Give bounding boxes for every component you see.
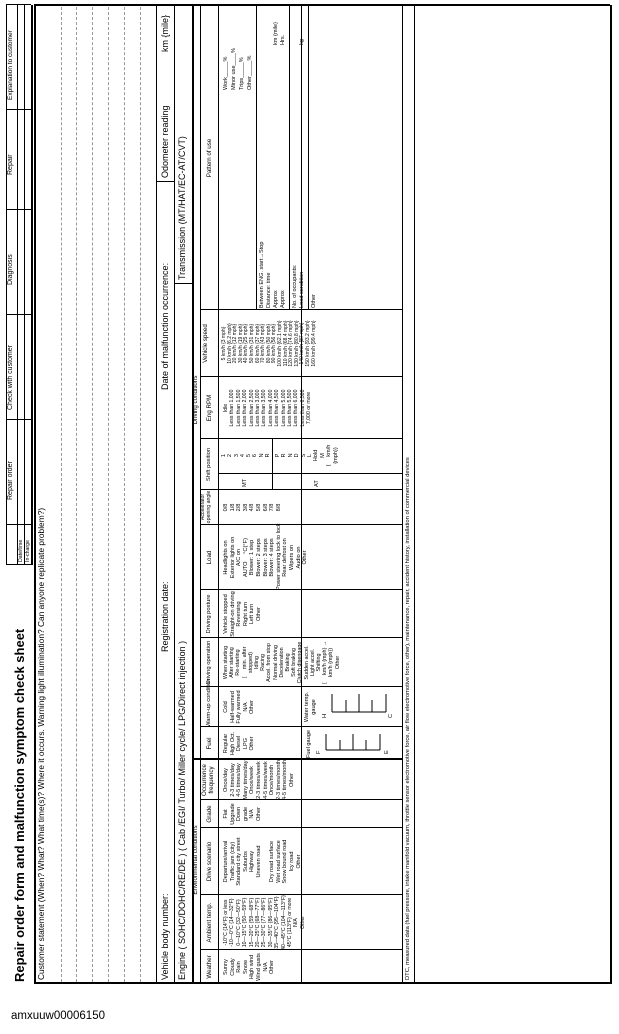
grade-option: Down	[236, 806, 243, 822]
shift-at-option: Hold	[313, 449, 320, 462]
rpm-option: Less than 6,000	[293, 389, 300, 427]
col-speed: Vehicle speed	[202, 324, 209, 363]
frequency-option: 4-5 times/week	[262, 761, 269, 799]
operation-option: Racing	[260, 654, 267, 671]
engine-type: Engine ( SOHC/DOHC/RE/DE ) ( Cab /EGI/ Turbo/ Miller cycle/ LPG/Direct injection )	[177, 640, 187, 980]
frequency-option: Once/month	[269, 764, 276, 796]
figure-id-caption: amxuuw00006150	[11, 1010, 105, 1022]
warmup-option: Fully warmed	[236, 690, 243, 724]
grade-option: Upgrade	[229, 803, 236, 825]
rpm-option: Less than 1,000	[229, 389, 236, 427]
load-option: AUTO °C(°F)	[242, 538, 249, 577]
rpm-option: Less than 3,500	[261, 389, 268, 427]
weather-option: Snow	[242, 960, 249, 974]
pattern-kg: kg	[299, 39, 305, 45]
col-ambient: Ambient temp.	[206, 902, 213, 943]
col-frequency: Occurrence frequency	[201, 764, 215, 796]
odometer-unit: km {mile}	[160, 14, 170, 52]
scenario-options	[223, 828, 302, 895]
frequency-option: 2-3 times/day	[229, 763, 236, 797]
accel-options	[223, 490, 282, 525]
rpm-option: Less than 4,000	[267, 389, 274, 427]
operation-option: Idling	[254, 656, 261, 669]
weather-options	[223, 950, 276, 984]
registration-date: Registration date:	[160, 581, 170, 652]
fuel-gauge-empty: E	[384, 750, 390, 754]
fuel-option: Diesel	[236, 735, 243, 752]
operation-option: ( km/h {mph} →	[322, 640, 329, 685]
drive-scenario-option: Uneven road	[255, 845, 262, 878]
accel-option: 7/8	[269, 503, 276, 512]
fuel-option: LPG	[242, 737, 249, 750]
accel-option: 2/8	[236, 503, 243, 512]
weather-option: Sunny	[223, 959, 229, 975]
posture-option: Reversing	[236, 601, 243, 627]
load-option: Exterior lights on	[229, 536, 236, 579]
weather-option: Cloudy	[229, 958, 236, 976]
weather-option: Wind gusts	[255, 953, 262, 981]
fuel-gauge-label: Fuel gauge	[306, 730, 312, 758]
speed-option: 150 km/h {93.2 mph}	[304, 320, 311, 367]
ambient-option: 25—30°C {77—86°F}	[261, 897, 268, 948]
grade-option: grade	[242, 806, 249, 822]
operation-option: stopped)	[247, 652, 254, 673]
pattern-km: km {mile}	[273, 21, 279, 45]
ambient-option: 35—40°C {95—104°F}	[274, 896, 281, 949]
fuel-options	[223, 727, 256, 760]
col-grade: Grade	[206, 805, 213, 823]
grade-option: Other	[255, 807, 262, 821]
col-accel: Accelerator opening angle	[200, 490, 212, 524]
speed-option: 60 km/h {37 mph}	[254, 323, 261, 364]
group-driving: Driving conditions	[192, 375, 199, 425]
warmup-options	[223, 687, 256, 727]
shift-at-option: ( km/h	[326, 444, 333, 467]
accel-option: 8/8	[275, 503, 282, 512]
ambient-option: 0—10°C {32—50°F}	[235, 899, 242, 946]
shift-mt-option: 1	[221, 453, 227, 458]
drive-scenario-option: Snow bound road	[282, 839, 289, 884]
weather-option: N/A	[262, 962, 269, 972]
col-rpm: Eng RPM	[206, 394, 213, 422]
operation-option: Light accel.	[309, 648, 316, 677]
ambient-option: 40—45°C {104—113°F}	[280, 895, 287, 950]
operation-option: Deceleration	[278, 647, 285, 678]
col-shift: Shift position	[206, 447, 212, 482]
operation-option: Soft braking	[291, 648, 298, 677]
posture-option: Right turn	[242, 601, 249, 627]
frequency-option: Once/day	[223, 768, 229, 792]
shift-at-option: D	[294, 453, 301, 458]
frequency-option: 2-3 times/month	[275, 759, 282, 800]
shift-mt-options	[221, 439, 271, 472]
pattern-hrs: Hrs.	[280, 34, 286, 45]
fuel-option: High Oct.	[229, 731, 236, 756]
drive-scenario-option: Dry road surface	[269, 840, 276, 883]
water-temp-gauge-icon	[330, 692, 390, 720]
operation-options	[223, 638, 341, 687]
vehicle-body-number: Vehicle body number:	[160, 893, 170, 980]
shift-at-label: AT	[314, 480, 320, 487]
fuel-option: Regular	[223, 733, 229, 754]
speed-option: 10 km/h {6.2 mph}	[226, 323, 233, 364]
speed-option: 40 km/h {25 mph}	[243, 323, 250, 364]
frequency-option: 2-3 times/week	[255, 761, 262, 799]
speed-option: 160 km/h {99.4 mph}	[310, 320, 317, 367]
drive-scenario-option	[263, 828, 270, 895]
speed-options	[222, 310, 317, 377]
frequency-option: Other	[288, 773, 295, 787]
speed-option: 110 km/h {68.4 mph}	[282, 320, 289, 367]
ambient-option: -10—0°C {14—32°F}	[229, 898, 236, 947]
pattern-distance: Distance: time	[266, 272, 272, 308]
malfunction-date: Date of malfunction occurrence:	[160, 262, 170, 390]
dtc-text: DTC, measured data (fuel pressure, intake manifold vacuum, throttle sensor electromotive force, air flow electromotive force, other), maintenance, repair, accident history, installation of commercial devices	[405, 457, 411, 980]
drive-scenario-option: Icy road	[288, 851, 295, 872]
rpm-option: Less than 5,500	[287, 389, 294, 427]
shift-mt-option: 2	[227, 453, 234, 458]
pattern-load-condition: Load condition	[299, 271, 305, 308]
page-title: Repair order form and malfunction symptom check sheet	[12, 628, 27, 982]
speed-option: 90 km/h {56 mph}	[271, 323, 278, 364]
header-col-check: Check with customer	[7, 345, 14, 410]
water-temp-hot: H	[322, 713, 328, 718]
col-pattern: Pattern of use	[206, 138, 213, 178]
load-option: A/C on	[236, 548, 243, 567]
drive-scenario-option: Departure/arrival	[223, 840, 229, 883]
transmission-type: Transmission (MT/HAT/EC-AT/CVT)	[177, 136, 187, 280]
load-option: Blower: 1 step	[249, 539, 256, 576]
shift-at-option: M	[319, 453, 326, 458]
ambient-options	[223, 895, 306, 950]
operation-option: When starting	[223, 645, 229, 680]
col-weather: Weather	[206, 955, 213, 979]
shift-mt-option: 5	[246, 453, 253, 458]
ambient-option: 10—15°C {50—59°F}	[242, 897, 249, 948]
col-load: Load	[206, 550, 213, 565]
header-row-date: Date/time	[18, 539, 24, 562]
shift-mt-option: R	[265, 453, 272, 458]
shift-at-option: S	[300, 453, 307, 458]
fuel-gauge-icon	[324, 730, 384, 754]
ambient-option: 20—25°C {68—77°F}	[255, 897, 262, 948]
group-environmental: Environmental conditions	[192, 825, 199, 895]
speed-option: 50 km/h {31 mph}	[248, 323, 255, 364]
frequency-option: Many times/day	[242, 760, 249, 800]
header-row-incharge: In-charge	[25, 540, 31, 562]
pattern-approx-2: Approx	[280, 290, 286, 308]
header-col-repair: Repair	[7, 154, 14, 175]
operation-option: Clutch disengage	[297, 641, 304, 684]
drive-scenario-option: Traffic jam (city)	[229, 841, 236, 882]
accel-option: 0/8	[223, 503, 229, 512]
accel-option: 1/8	[229, 503, 236, 512]
weather-option: High wind	[249, 954, 256, 980]
grade-option: Flat	[223, 809, 229, 819]
fuel-gauge-full: F	[316, 750, 322, 754]
rpm-options	[223, 377, 313, 439]
rpm-option: 7,000 or more	[306, 391, 313, 425]
ambient-option: 15—20°C {59—68°F}	[248, 897, 255, 948]
shift-at-option: P	[275, 453, 281, 458]
ambient-option: 30—35°C {86—95°F}	[267, 897, 274, 948]
pattern-minor: Minor use____%	[231, 48, 237, 90]
shift-at-options	[275, 439, 339, 472]
rpm-option: Less than 2,000	[242, 389, 249, 427]
speed-option: 80 km/h {50 mph}	[265, 323, 272, 364]
weather-option: Rain	[236, 961, 243, 973]
pattern-work: Work_____%	[223, 56, 229, 90]
accel-option: 3/8	[242, 503, 249, 512]
load-option: Audio on	[295, 546, 302, 569]
col-posture: Driving posture	[206, 594, 212, 634]
load-options	[223, 525, 309, 590]
posture-option: Left turn	[249, 603, 256, 625]
operation-option: Accel. from stop	[266, 643, 273, 682]
warmup-option: Other	[249, 700, 256, 714]
operation-option: Normal driving	[272, 645, 279, 680]
load-option: Rear defrost on	[282, 538, 289, 577]
drive-scenario-option: Standard city street	[236, 837, 243, 886]
frequency-option: 4-5 times/month	[282, 759, 289, 800]
header-col-explanation: Explanation to customer	[7, 30, 14, 100]
pattern-trips: Trips_____%	[239, 57, 245, 90]
posture-options	[223, 590, 263, 638]
warmup-option: Cold	[223, 701, 229, 713]
shift-at-option: L	[307, 453, 314, 458]
water-temp-label: Water temp. gauge	[304, 691, 317, 723]
load-option: Wipers on	[288, 544, 295, 571]
speed-option: 20 km/h {12 mph}	[232, 323, 239, 364]
pattern-occupants: No. of occupants:	[292, 264, 298, 308]
rpm-option: Idle	[223, 403, 229, 413]
shift-at-option: N	[287, 453, 294, 458]
posture-option: Vehicle stopped	[223, 594, 229, 634]
rpm-option: Less than 6,500	[299, 389, 306, 427]
grade-options	[223, 800, 263, 828]
speed-option: 120 km/h {74.6 mph}	[288, 320, 295, 367]
ambient-option: 45°C {113°F} or more	[287, 897, 294, 948]
ambient-option: N/A	[293, 918, 300, 927]
shift-mt-label: MT	[242, 478, 248, 487]
pattern-other: Other_____%	[247, 55, 253, 90]
drive-scenario-option: Wet road surface	[275, 840, 282, 883]
col-drive-scenario: Drive scenario	[206, 841, 213, 882]
rpm-option: Less than 3,000	[255, 389, 262, 427]
pattern-other-line: Other	[311, 294, 317, 308]
load-option: Other	[302, 550, 309, 565]
load-option: Headlights on	[223, 540, 229, 575]
accel-option: 4/8	[249, 503, 256, 512]
frequency-option: 4-5 times/day	[236, 763, 243, 797]
shift-mt-option: N	[258, 453, 265, 458]
operation-option: km/h {mph})	[328, 647, 335, 678]
operation-option: Other	[334, 655, 341, 670]
col-operation: Driving operation	[206, 640, 212, 685]
ambient-option: -10°C {14°F} or less	[223, 899, 229, 946]
rpm-option: Less than 4,500	[274, 389, 281, 427]
header-col-diagnosis: Diagnosis	[7, 254, 14, 285]
odometer-label: Odometer reading	[160, 105, 170, 178]
shift-mt-option: 3	[233, 453, 240, 458]
rpm-option: Less than 1,500	[235, 389, 242, 427]
grade-option: N/A	[249, 809, 256, 819]
accel-option: 6/8	[262, 503, 269, 512]
frequency-option: Once/week	[249, 766, 256, 794]
shift-mt-option: 4	[239, 453, 246, 458]
posture-option: Other	[255, 607, 262, 621]
rpm-option: Less than 5,000	[280, 389, 287, 427]
load-option: Blower: 4 steps	[269, 538, 276, 577]
pattern-approx-1: Approx	[273, 290, 279, 308]
operation-option: Re-starting	[235, 649, 242, 676]
shift-at-option: R	[281, 453, 288, 458]
weather-option: Other	[269, 960, 276, 974]
operation-option: Sudden accel.	[303, 645, 310, 680]
operation-option: Shifting	[316, 653, 323, 672]
operation-option: After starting	[229, 647, 236, 678]
ambient-option: Other	[299, 916, 306, 929]
speed-option: 130 km/h {80.8 mph}	[293, 320, 300, 367]
load-option: Power steering lock to lock	[275, 523, 282, 590]
speed-option: 140 km/h {87 mph}	[299, 322, 306, 365]
operation-option: Braking	[285, 653, 292, 672]
col-fuel: Fuel	[206, 737, 213, 750]
frequency-options	[223, 760, 296, 800]
warmup-option: Half-warmed	[229, 691, 236, 723]
header-col-repair-order: Repair order	[7, 461, 14, 500]
drive-scenario-option: Highway	[249, 850, 256, 873]
check-sheet	[4, 0, 614, 990]
accel-option: 5/8	[255, 503, 262, 512]
customer-statement-prompt: Customer statement (When? What? What time(s)? Where it occurs. Warning light illumination? Can anyone replicate problem?)	[36, 507, 46, 980]
speed-option: 70 km/h {43 mph}	[260, 323, 267, 364]
speed-option: 100 km/h {62.1 mph}	[276, 320, 283, 367]
speed-option: 30 km/h {19 mph}	[237, 323, 244, 364]
drive-scenario-option: Suburbs	[242, 851, 249, 872]
water-temp-cold: C	[388, 713, 394, 718]
pattern-between: Between ENG. start→Stop	[259, 241, 265, 308]
load-option: Blower: 2 steps	[255, 538, 262, 577]
col-warmup: Warm-up condition	[206, 678, 212, 727]
operation-option: ( min. after	[241, 646, 248, 679]
rpm-option: Less than 2,500	[248, 389, 255, 427]
posture-option: Straight-on driving	[229, 591, 236, 637]
load-option: Blower: 3 steps	[262, 538, 269, 577]
speed-option: 5 km/h {3 mph}	[221, 326, 227, 361]
warmup-option: N/A	[242, 702, 249, 712]
drive-scenario-option: Other	[295, 854, 302, 869]
shift-at-option: {mph})	[332, 447, 339, 464]
fuel-option: Other	[249, 736, 256, 751]
shift-mt-option: 6	[252, 453, 259, 458]
